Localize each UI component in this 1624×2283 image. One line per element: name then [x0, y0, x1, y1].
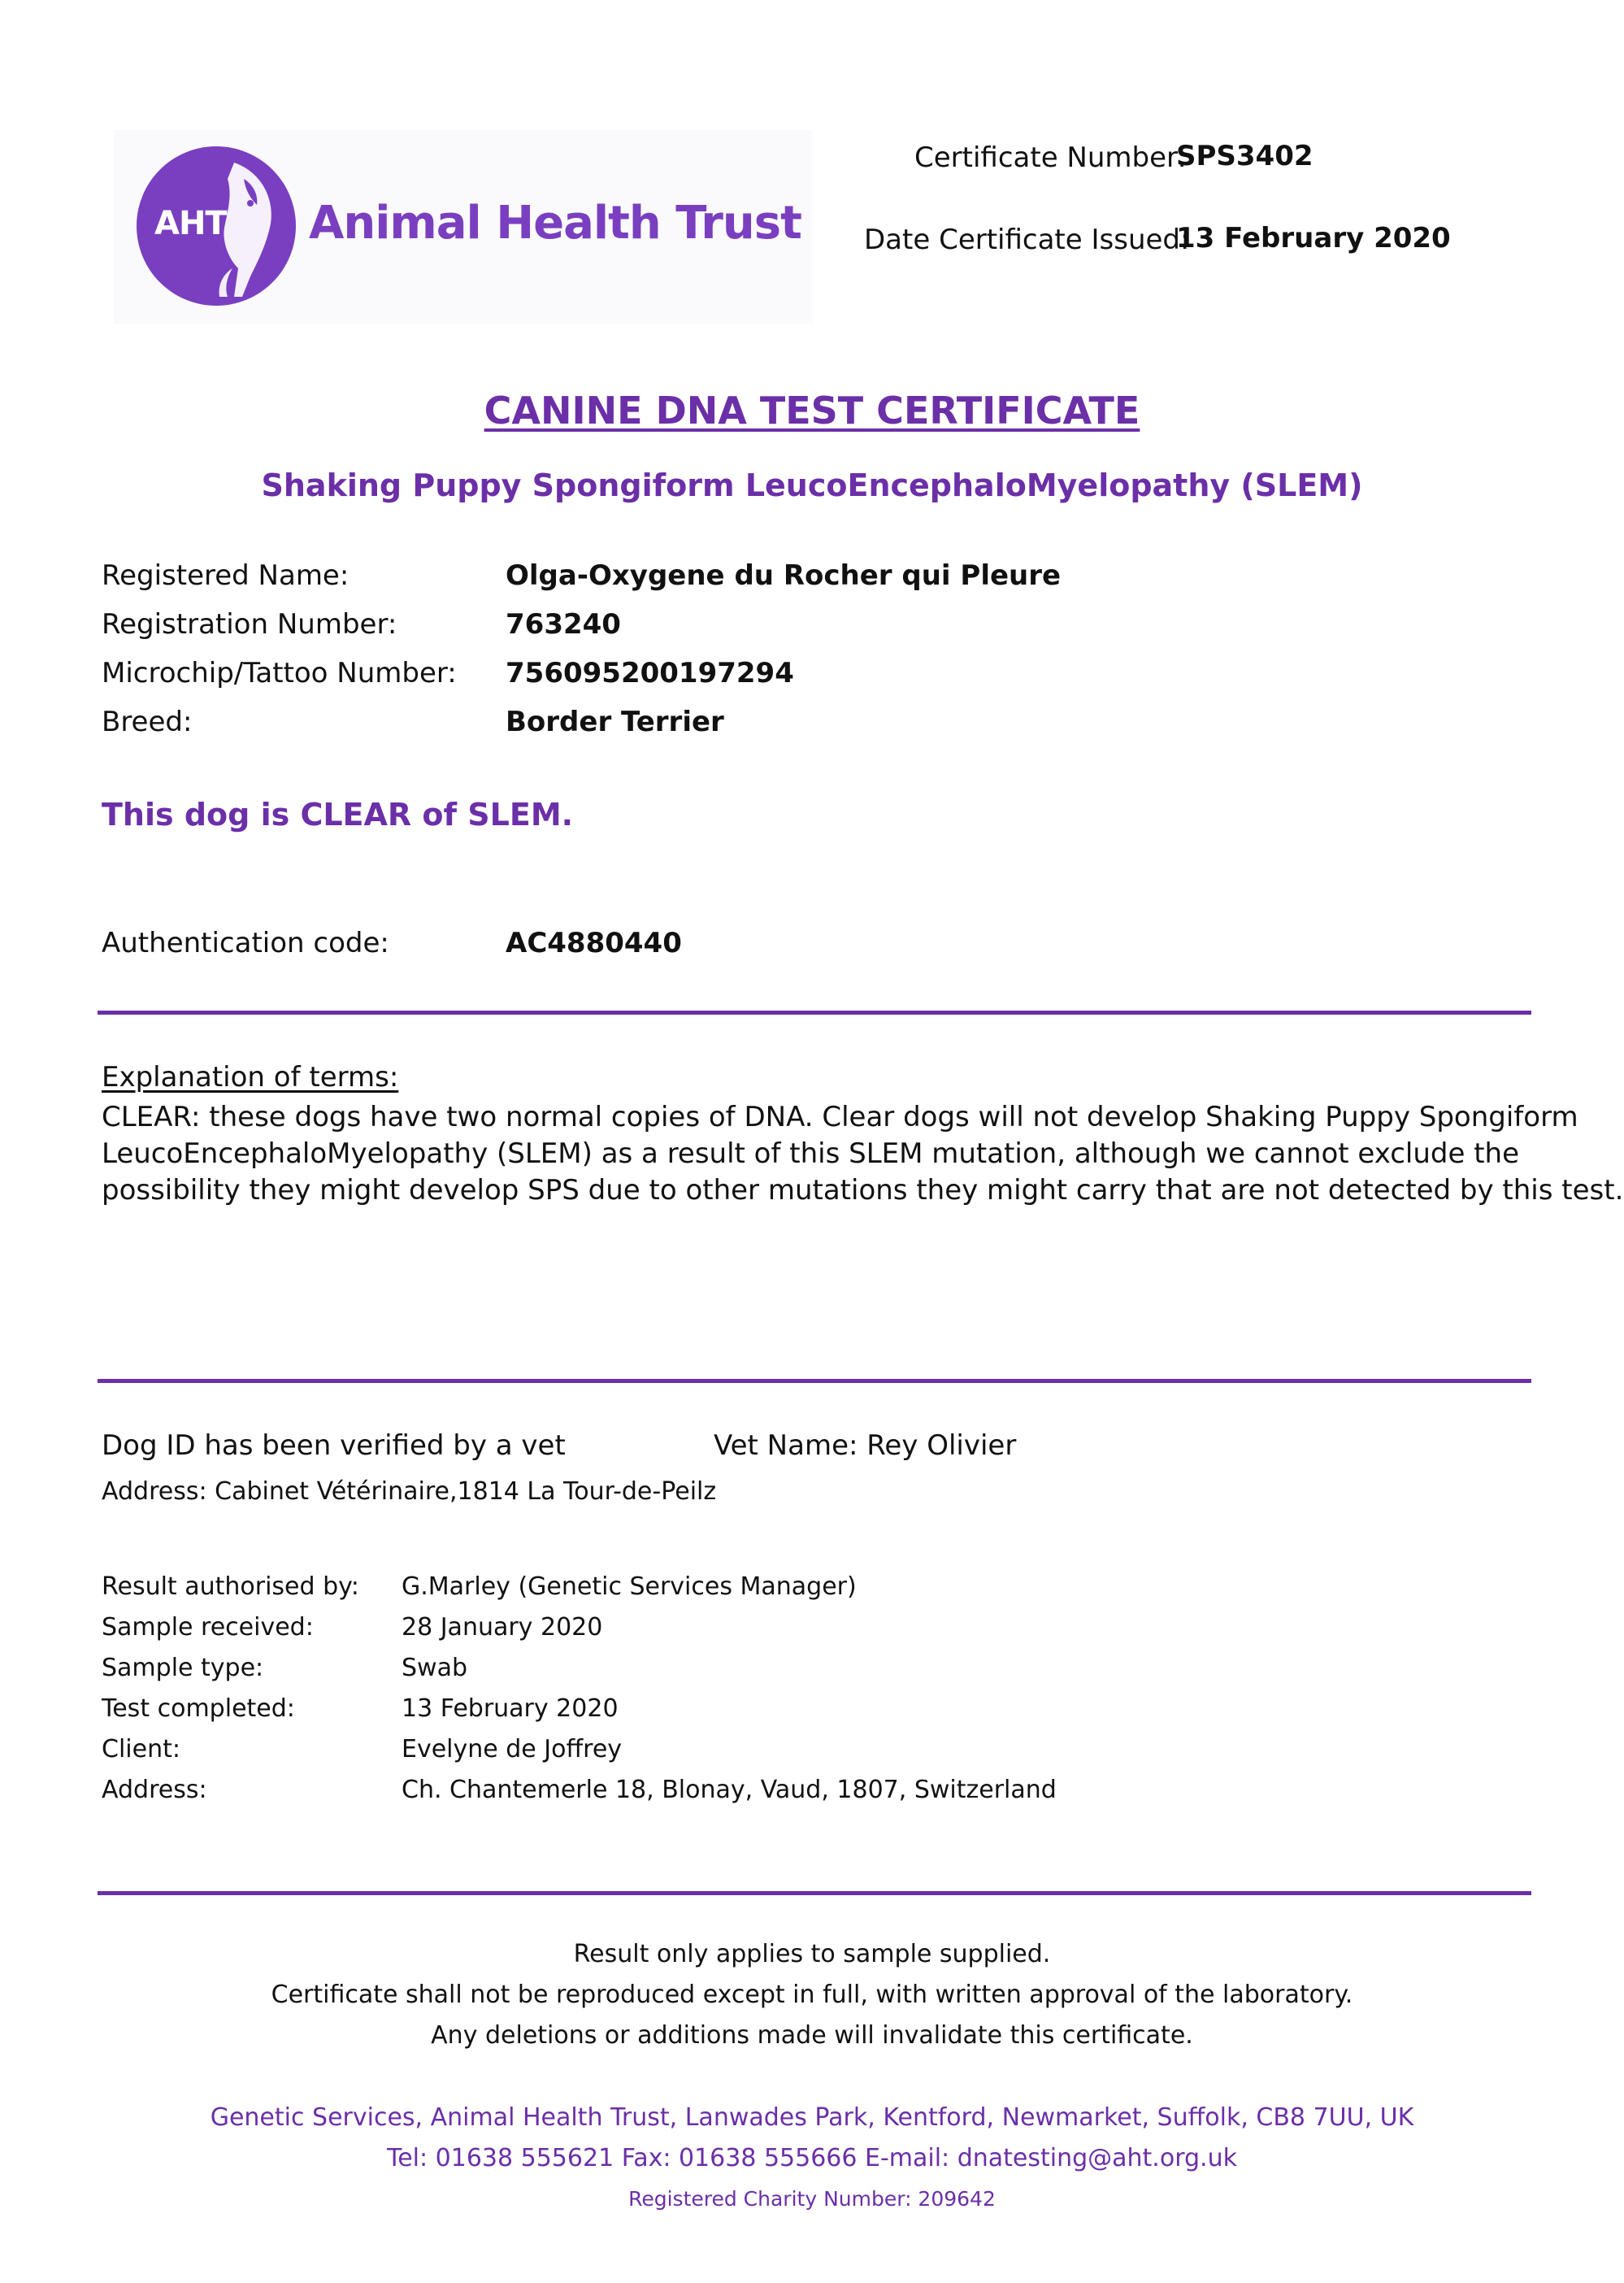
- detail-value: 13 February 2020: [402, 1694, 619, 1723]
- notice-line: Certificate shall not be reproduced except in full, with written approval of the laboratory.: [271, 1981, 1353, 2009]
- vet-verified: Dog ID has been verified by a vet: [102, 1429, 566, 1462]
- divider: [98, 1011, 1531, 1015]
- vet-address: Address: Cabinet Vétérinaire,1814 La Tour-de-Peilz: [102, 1477, 717, 1506]
- footer-address: Genetic Services, Animal Health Trust, Lanwades Park, Kentford, Newmarket, Suffolk, CB8 7UU, UK: [210, 2103, 1414, 2132]
- explanation-line: LeucoEncephaloMyelopathy (SLEM) as a result of this SLEM mutation, although we cannot exclude the: [102, 1137, 1520, 1170]
- detail-label: Address:: [102, 1776, 207, 1804]
- logo-name: Animal Health Trust: [309, 197, 801, 250]
- logo-emblem: [137, 146, 296, 306]
- page-title: CANINE DNA TEST CERTIFICATE: [484, 389, 1140, 433]
- date-issued: 13 February 2020: [1176, 222, 1451, 254]
- logo: [114, 130, 813, 324]
- registration-number-label: Registration Number:: [102, 608, 397, 641]
- notice-line: Any deletions or additions made will invalidate this certificate.: [431, 2021, 1193, 2050]
- logo-abbreviation: AHT: [154, 205, 227, 242]
- result-statement: This dog is CLEAR of SLEM.: [102, 797, 574, 833]
- detail-label: Client:: [102, 1735, 180, 1763]
- detail-value: Ch. Chantemerle 18, Blonay, Vaud, 1807, Switzerland: [402, 1776, 1057, 1804]
- explanation-line: possibility they might develop SPS due to other mutations they might carry that are not detected by this test.: [102, 1174, 1624, 1207]
- cert-number: SPS3402: [1176, 140, 1314, 172]
- auth-code-value: AC4880440: [506, 927, 682, 959]
- detail-label: Result authorised by:: [102, 1572, 359, 1601]
- microchip-value: 756095200197294: [506, 657, 794, 689]
- vet-name: Vet Name: Rey Olivier: [714, 1429, 1017, 1462]
- detail-value: Swab: [402, 1654, 468, 1682]
- date-issued-label: Date Certificate Issued:: [864, 224, 1190, 256]
- breed-value: Border Terrier: [506, 706, 724, 738]
- microchip-label: Microchip/Tattoo Number:: [102, 657, 457, 689]
- divider: [98, 1891, 1531, 1895]
- registered-name-label: Registered Name:: [102, 559, 350, 592]
- cert-number-label: Certificate Number:: [914, 141, 1187, 174]
- test-subtitle: Shaking Puppy Spongiform LeucoEncephaloMyelopathy (SLEM): [261, 467, 1363, 503]
- detail-label: Sample type:: [102, 1654, 264, 1682]
- footer-contact: Tel: 01638 555621 Fax: 01638 555666 E-mail: dnatesting@aht.org.uk: [387, 2144, 1237, 2172]
- detail-value: 28 January 2020: [402, 1613, 603, 1642]
- breed-label: Breed:: [102, 706, 193, 738]
- divider: [98, 1379, 1531, 1383]
- explanation-line: CLEAR: these dogs have two normal copies of DNA. Clear dogs will not develop Shaking Puppy Spongiform: [102, 1101, 1578, 1133]
- auth-code-label: Authentication code:: [102, 927, 389, 959]
- detail-label: Test completed:: [102, 1694, 295, 1723]
- footer-charity: Registered Charity Number: 209642: [628, 2187, 996, 2211]
- detail-label: Sample received:: [102, 1613, 314, 1642]
- detail-value: Evelyne de Joffrey: [402, 1735, 623, 1763]
- detail-value: G.Marley (Genetic Services Manager): [402, 1572, 857, 1601]
- notice-line: Result only applies to sample supplied.: [573, 1940, 1051, 1968]
- registered-name-value: Olga-Oxygene du Rocher qui Pleure: [506, 559, 1062, 592]
- registration-number-value: 763240: [506, 608, 621, 641]
- explanation-heading: Explanation of terms:: [102, 1061, 399, 1094]
